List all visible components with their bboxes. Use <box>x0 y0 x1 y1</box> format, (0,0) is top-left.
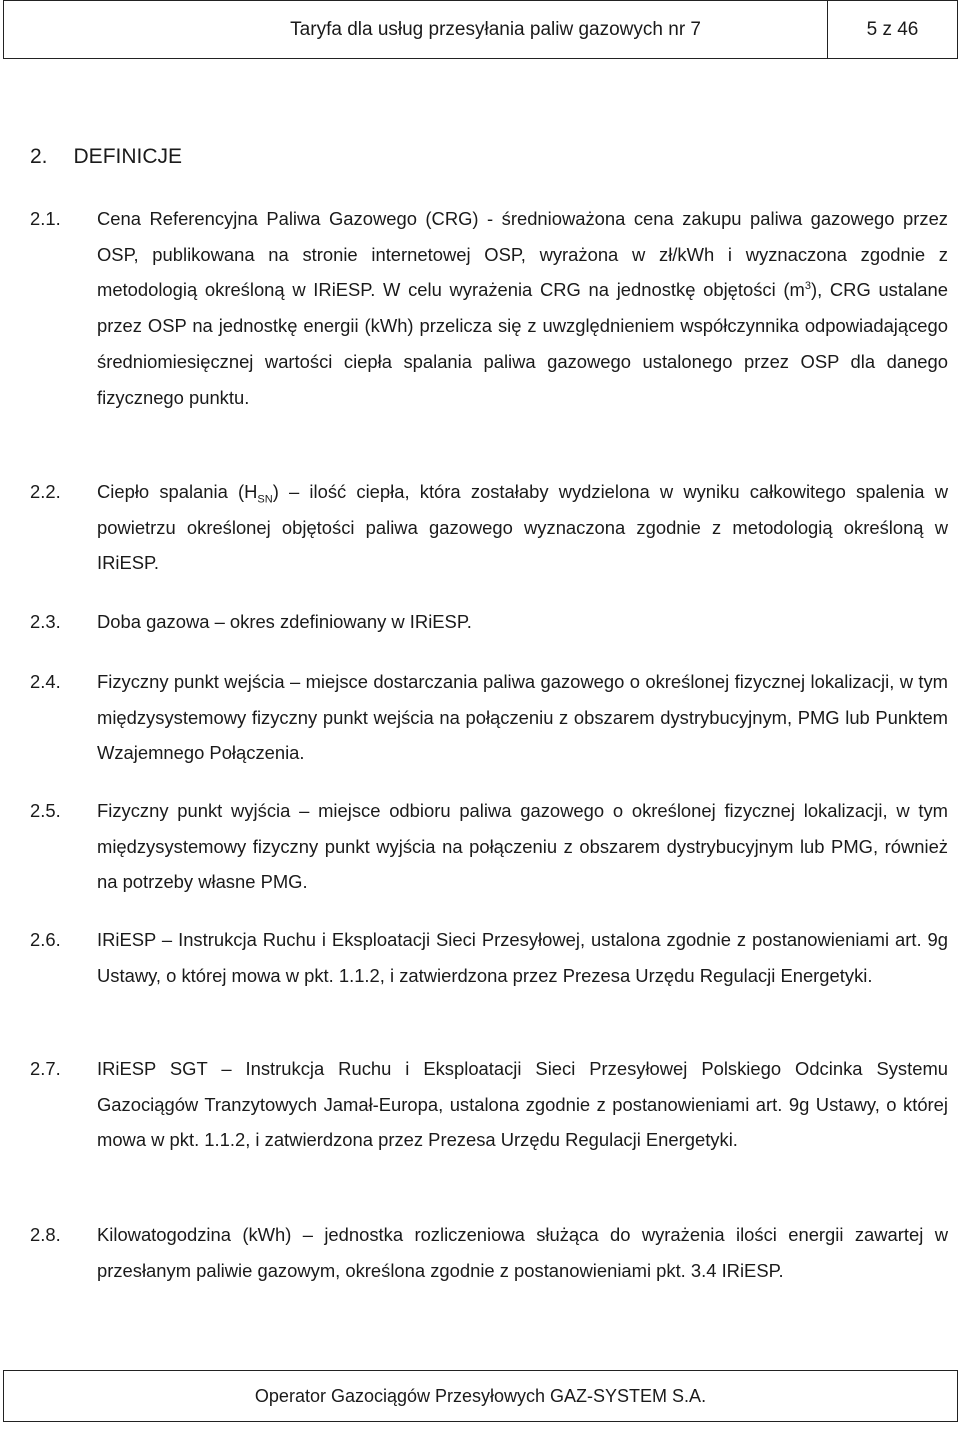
definition-number: 2.4. <box>30 671 61 692</box>
definition-text: Fizyczny punkt wejścia – miejsce dostarczania paliwa gazowego o określonej fizycznej lokalizacji, w tym międzysystemowy fizyczny punkt wejścia na połączeniu z obszarem dystrybucyjnym, PMG lub Punktem Wzajemnego Połączenia. <box>97 671 948 764</box>
section-number: 2. <box>30 145 48 168</box>
definition-number: 2.1. <box>30 208 61 229</box>
definition-number: 2.6. <box>30 929 61 950</box>
definition-item <box>30 604 948 640</box>
definition-text-part: Cena Referencyjna Paliwa Gazowego (CRG) - średnioważona cena zakupu paliwa gazowego przez OSP, publikowana na stronie internetowej OSP, wyrażona w zł/kWh i wyznaczona zgodnie z metodologią określoną w IRiESP. W celu wyrażenia CRG na jednostkę objętości (m <box>97 208 948 301</box>
definition-item <box>30 1051 948 1158</box>
definition-text-part: ), CRG ustalane przez OSP na jednostkę energii (kWh) przelicza się z uwzględnieniem współczynnika odpowiadającego średniomiesięcznej wartości ciepła spalania paliwa gazowego ustalonego przez OSP dla danego fizycznego punktu. <box>97 279 948 408</box>
definition-text: Fizyczny punkt wyjścia – miejsce odbioru paliwa gazowego o określonej fizycznej lokalizacji, w tym międzysystemowy fizyczny punkt wyjścia na połączeniu z obszarem dystrybucyjnym lub PMG, również na potrzeby własne PMG. <box>97 800 948 893</box>
page-footer <box>3 1370 958 1422</box>
definition-item <box>30 793 948 900</box>
definition-item <box>30 664 948 771</box>
page-number: 5 z 46 <box>866 18 919 40</box>
definition-number: 2.8. <box>30 1224 61 1245</box>
definition-text <box>97 201 948 415</box>
definition-text-part: ) – ilość ciepła, która zostałaby wydzielona w wyniku całkowitego spalenia w powietrzu określonej objętości paliwa gazowego wyznaczona zgodnie z metodologią określoną w IRiESP. <box>97 481 948 574</box>
subscript: SN <box>257 493 273 506</box>
definition-number: 2.5. <box>30 800 61 821</box>
definition-text: Kilowatogodzina (kWh) – jednostka rozliczeniowa służąca do wyrażenia ilości energii zawartej w przesłanym paliwie gazowym, określona zgodnie z postanowieniami pkt. 3.4 IRiESP. <box>97 1224 948 1281</box>
section-title: DEFINICJE <box>73 145 183 168</box>
definition-number: 2.3. <box>30 611 61 632</box>
definition-number: 2.2. <box>30 481 61 502</box>
definition-item <box>30 474 948 581</box>
definition-text: IRiESP – Instrukcja Ruchu i Eksploatacji Sieci Przesyłowej, ustalona zgodnie z postanowieniami art. 9g Ustawy, o której mowa w pkt. 1.1.2, i zatwierdzona przez Prezesa Urzędu Regulacji Energetyki. <box>97 929 948 986</box>
definition-item <box>30 201 948 415</box>
definition-text: Doba gazowa – okres zdefiniowany w IRiESP. <box>97 611 472 632</box>
definition-number: 2.7. <box>30 1058 61 1079</box>
definition-text-part: Ciepło spalania (H <box>97 481 258 502</box>
document-title: Taryfa dla usług przesyłania paliw gazowych nr 7 <box>4 1 828 58</box>
page-header <box>3 0 958 59</box>
definition-text: IRiESP SGT – Instrukcja Ruchu i Eksploatacji Sieci Przesyłowej Polskiego Odcinka Systemu Gazociągów Tranzytowych Jamał-Europa, ustalona zgodnie z postanowieniami art. 9g Ustawy, o której mowa w pkt. 1.1.2, i zatwierdzona przez Prezesa Urzędu Regulacji Energetyki. <box>97 1058 948 1151</box>
definition-text <box>97 474 948 581</box>
definition-item <box>30 922 948 993</box>
section-heading <box>30 145 182 169</box>
superscript: 3 <box>804 280 811 293</box>
footer-text: Operator Gazociągów Przesyłowych GAZ-SYSTEM S.A. <box>254 1385 707 1406</box>
definition-item <box>30 1217 948 1288</box>
